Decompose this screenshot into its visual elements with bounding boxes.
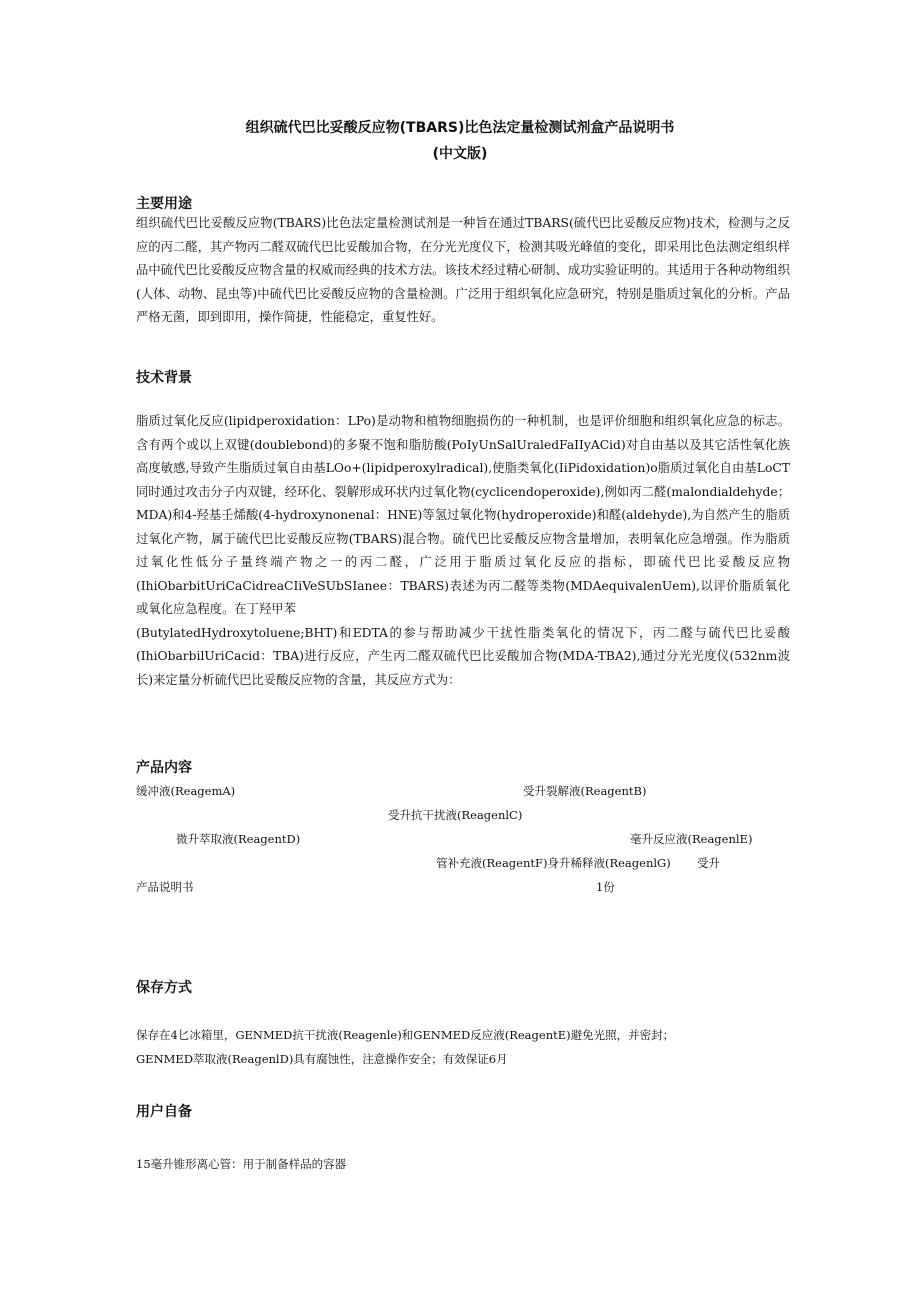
- heading-user-supplied: 用户自备: [136, 1104, 192, 1120]
- background-text: 脂质过氧化反应(lipidperoxidation：LPo)是动物和植物细胞损伤的一种机制，也是评价细胞和组织氧化应急的标志。含有两个或以上双键(doublebond)的多聚不饱和脂肪酸(PoIyUnSalUraledFaIIyACid)对自由基以及其它活性氧化族高度敏感,导致产生脂质过氧自由基LOo+(lipidperoxylradical),使脂类氧化(IiPidoxidation)o脂质过氧化自由基LoCT同时通过攻击分子内双键，经环化、裂解形成环状内过氧化物(cyclicendoperoxide),例如丙二醛(malondialdehyde；MDA)和4-羟基壬烯酸(4-hydroxynonenal：HNE)等氢过氧化物(hydroperoxide)和醛(aldehyde),为自然产生的脂质过氧化产物，属于硫代巴比妥酸反应物(TBARS)混合物。硫代巴比妥酸反应物含量增加，表明氧化应急增强。作为脂质过氧化性低分子量终端产物之一的丙二醛，广泛用于脂质过氧化反应的指标，即硫代巴比妥酸反应物(IhiObarbitUriCaCidreaCIiVeSUbSIanee：TBARS)表述为丙二醛等类物(MDAequivalenUem),以评价脂质氧化或氧化应急程度。在丁羟甲苯: [136, 414, 790, 616]
- heading-contents: 产品内容: [136, 760, 192, 776]
- storage-line-1: 保存在4匕冰箱里，GENMED抗干扰液(Reagenle)和GENMED反应液(ReagentE)避免光照，并密封；: [136, 1028, 675, 1042]
- content-item: 产品说明书: [136, 880, 194, 894]
- background-paragraph: [136, 410, 790, 692]
- heading-background: 技术背景: [136, 370, 192, 386]
- heading-usage: 主要用途: [136, 196, 192, 212]
- usage-text: 组织硫代巴比妥酸反应物(TBARS)比色法定量检测试剂是一种旨在通过TBARS(硫代巴比妥酸反应物)技术，检测与之反应的丙二醛，其产物丙二醛双硫代巴比妥酸加合物，在分光光度仪下，检测其吸光峰值的变化，即采用比色法测定组织样品中硫代巴比妥酸反应物含量的权威而经典的技术方法。该技术经过精心研制、成功实验证明的。其适用于各种动物组织(人体、动物、昆虫等)中硫代巴比妥酸反应物的含量检测。广泛用于组织氧化应急研究，特别是脂质过氧化的分析。产品严格无菌，即到即用，操作简捷，性能稳定，重复性好。: [136, 216, 790, 324]
- content-item: 缓冲液(ReagemA): [136, 784, 236, 798]
- content-item: 受升裂解液(ReagentB): [523, 784, 647, 798]
- content-item: 毫升反应液(ReagenlE): [630, 832, 753, 846]
- content-item: 管补充液(ReagentF)身升稀释液(ReagenlG): [436, 856, 671, 870]
- content-item: 微升萃取液(ReagentD): [176, 832, 301, 846]
- document-subtitle: (中文版): [432, 146, 488, 162]
- usage-paragraph: [136, 212, 790, 330]
- document-title: 组织硫代巴比妥酸反应物(TBARS)比色法定量检测试剂盒产品说明书: [245, 120, 675, 136]
- user-supplied-line-1: 15毫升锥形离心管：用于制备样品的容器: [136, 1157, 347, 1171]
- background-text-2: (ButylatedHydroxytoluene;BHT)和EDTA的参与帮助减少干扰性脂类氧化的情况下，丙二醛与硫代巴比妥酸(IhiObarbilUriCacid：TBA)进行反应，产生丙二醛双硫代巴比妥酸加合物(MDA-TBA2),通过分光光度仪(532nm波长)来定量分析硫代巴比妥酸反应物的含量，其反应方式为：: [136, 625, 790, 687]
- heading-storage: 保存方式: [136, 980, 192, 996]
- content-item: 受升: [697, 856, 720, 870]
- storage-line-2: GENMED萃取液(ReagenlD)具有腐蚀性，注意操作安全；有效保证6月: [136, 1052, 508, 1066]
- content-item: 受升抗干扰液(ReagenlC): [388, 808, 523, 822]
- content-item: 1份: [596, 880, 615, 894]
